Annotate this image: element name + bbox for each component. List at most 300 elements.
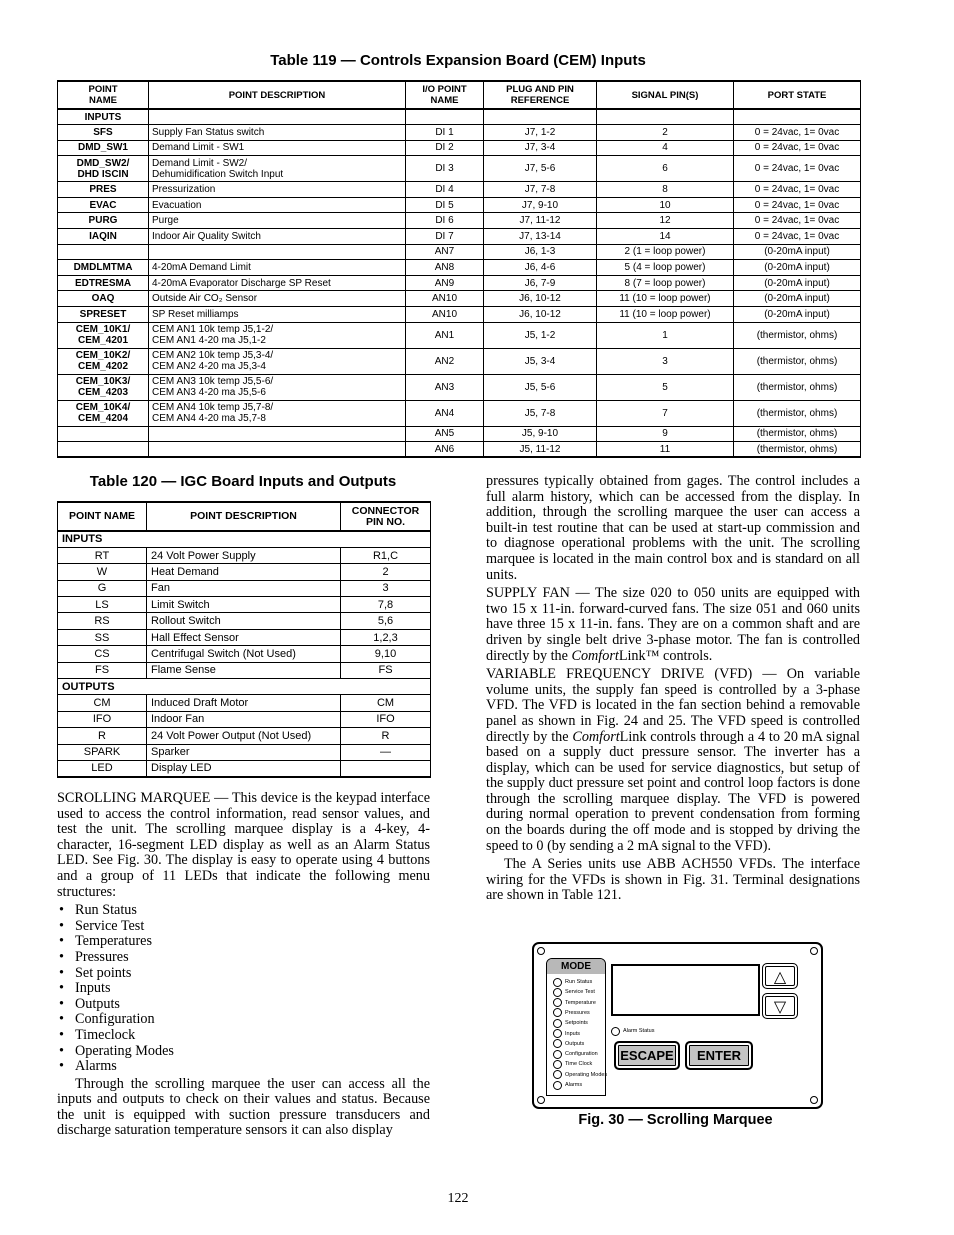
table-row xyxy=(58,229,861,245)
menu-item-label: Alarms xyxy=(75,1058,117,1075)
empty-cell xyxy=(406,109,484,125)
mode-led-row xyxy=(553,1039,584,1049)
point-name-cell: EDTRESMA xyxy=(58,275,149,291)
empty-cell xyxy=(597,109,734,125)
list-item xyxy=(57,950,430,966)
point-description-cell: 24 Volt Power Supply xyxy=(147,547,341,563)
point-description-cell: Induced Draft Motor xyxy=(147,695,341,711)
plug-pin-cell: J5, 7-8 xyxy=(484,400,597,426)
led-display-window xyxy=(611,964,760,1016)
table-row xyxy=(58,348,861,374)
io-point-cell: AN10 xyxy=(406,291,484,307)
signal-pin-cell: 2 xyxy=(597,125,734,141)
table-row xyxy=(58,646,431,662)
mode-label: MODE xyxy=(547,959,605,974)
point-name-cell: SFS xyxy=(58,125,149,141)
bullet-icon: • xyxy=(59,1058,64,1075)
port-state-cell: 0 = 24vac, 1= 0vac xyxy=(734,140,861,156)
plug-pin-cell: J6, 4-6 xyxy=(484,260,597,276)
port-state-cell: (thermistor, ohms) xyxy=(734,426,861,442)
point-name-cell: G xyxy=(58,580,147,596)
up-arrow-button[interactable] xyxy=(762,963,798,989)
mode-led-row xyxy=(553,1080,582,1090)
figure-30-caption: Fig. 30 — Scrolling Marquee xyxy=(578,1112,773,1128)
point-name-cell: RT xyxy=(58,547,147,563)
signal-pin-cell: 7 xyxy=(597,400,734,426)
io-point-cell: DI 1 xyxy=(406,125,484,141)
point-description-cell: 4-20mA Evaporator Discharge SP Reset xyxy=(149,275,406,291)
comfort-brand: Comfort xyxy=(571,647,619,664)
io-point-cell: DI 5 xyxy=(406,197,484,213)
table-row xyxy=(58,244,861,260)
bullet-icon: • xyxy=(59,1011,64,1028)
io-point-cell: AN8 xyxy=(406,260,484,276)
plug-pin-cell: J7, 3-4 xyxy=(484,140,597,156)
led-icon xyxy=(553,1060,562,1069)
point-name-cell: DMDLMTMA xyxy=(58,260,149,276)
point-name-cell: IAQIN xyxy=(58,229,149,245)
led-label: Run Status xyxy=(565,979,593,985)
scrolling-marquee-figure xyxy=(532,942,823,1109)
section-label: INPUTS xyxy=(58,109,149,125)
led-icon xyxy=(553,1008,562,1017)
list-item xyxy=(57,997,430,1013)
table-row xyxy=(58,125,861,141)
table-row xyxy=(58,140,861,156)
port-state-cell: (thermistor, ohms) xyxy=(734,322,861,348)
io-point-cell: AN7 xyxy=(406,244,484,260)
point-name-cell: RS xyxy=(58,613,147,629)
plug-pin-cell: J5, 11-12 xyxy=(484,442,597,458)
table-row xyxy=(58,744,431,760)
point-name-cell: EVAC xyxy=(58,197,149,213)
bullet-icon: • xyxy=(59,1026,64,1043)
table-row xyxy=(58,291,861,307)
point-name-cell xyxy=(58,244,149,260)
io-point-cell: AN4 xyxy=(406,400,484,426)
led-icon xyxy=(553,988,562,997)
point-description-cell: Indoor Fan xyxy=(147,711,341,727)
table-row xyxy=(58,374,861,400)
menu-item-label: Run Status xyxy=(75,902,137,919)
connector-pin-cell: 7,8 xyxy=(341,597,431,613)
connector-pin-cell: R xyxy=(341,728,431,744)
col-header-port-state: PORT STATE xyxy=(734,81,861,109)
port-state-cell: (0-20mA input) xyxy=(734,260,861,276)
port-state-cell: 0 = 24vac, 1= 0vac xyxy=(734,182,861,198)
point-description-cell: Centrifugal Switch (Not Used) xyxy=(147,646,341,662)
menu-item-label: Set points xyxy=(75,964,132,981)
table-119-title: Table 119 — Controls Expansion Board (CEM) Inputs xyxy=(270,52,646,69)
table-row xyxy=(58,662,431,678)
point-description-cell: Pressurization xyxy=(149,182,406,198)
port-state-cell: (thermistor, ohms) xyxy=(734,442,861,458)
mode-led-row xyxy=(553,1049,598,1059)
io-point-cell: DI 2 xyxy=(406,140,484,156)
point-name-cell xyxy=(58,442,149,458)
point-name-cell: CEM_10K3/ CEM_4203 xyxy=(58,374,149,400)
section-row-inputs xyxy=(58,531,431,547)
bullet-icon: • xyxy=(59,902,64,919)
plug-pin-cell: J6, 7-9 xyxy=(484,275,597,291)
led-icon xyxy=(553,998,562,1007)
led-icon xyxy=(553,1019,562,1028)
signal-pin-cell: 11 (10 = loop power) xyxy=(597,307,734,323)
connector-pin-cell: 9,10 xyxy=(341,646,431,662)
screw-icon xyxy=(810,1096,818,1104)
led-label: Pressures xyxy=(565,1009,590,1016)
list-item xyxy=(57,1044,430,1060)
point-name-cell: DMD_SW1 xyxy=(58,140,149,156)
section-row-inputs xyxy=(58,109,861,125)
signal-pin-cell: 11 xyxy=(597,442,734,458)
table-row xyxy=(58,275,861,291)
table-row xyxy=(58,580,431,596)
mode-led-row xyxy=(553,998,596,1008)
io-point-cell: DI 4 xyxy=(406,182,484,198)
plug-pin-cell: J6, 10-12 xyxy=(484,291,597,307)
plug-pin-cell: J5, 9-10 xyxy=(484,426,597,442)
io-point-cell: AN1 xyxy=(406,322,484,348)
table-row xyxy=(58,182,861,198)
list-item xyxy=(57,966,430,982)
led-label: Configuration xyxy=(565,1051,598,1058)
point-description-cell: SP Reset milliamps xyxy=(149,307,406,323)
point-name-cell: PURG xyxy=(58,213,149,229)
point-description-cell: 4-20mA Demand Limit xyxy=(149,260,406,276)
bullet-icon: • xyxy=(59,995,64,1012)
mode-led-row xyxy=(553,1029,580,1039)
led-icon xyxy=(553,1081,562,1090)
table-row xyxy=(58,760,431,776)
alarm-status-indicator xyxy=(611,1026,654,1036)
table-row xyxy=(58,442,861,458)
led-icon xyxy=(553,1029,562,1038)
table-row xyxy=(58,260,861,276)
signal-pin-cell: 10 xyxy=(597,197,734,213)
signal-pin-cell: 5 (4 = loop power) xyxy=(597,260,734,276)
port-state-cell: (thermistor, ohms) xyxy=(734,348,861,374)
mode-led-row xyxy=(553,977,592,987)
point-name-cell: CM xyxy=(58,695,147,711)
connector-pin-cell xyxy=(341,760,431,776)
point-description-cell: Purge xyxy=(149,213,406,229)
col-header-point-description: POINT DESCRIPTION xyxy=(149,81,406,109)
port-state-cell: (0-20mA input) xyxy=(734,291,861,307)
point-description-cell: 24 Volt Power Output (Not Used) xyxy=(147,728,341,744)
point-description-cell: Hall Effect Sensor xyxy=(147,629,341,645)
col-header-point-name: POINT NAME xyxy=(58,502,147,531)
table-row xyxy=(58,213,861,229)
vfd-text-end: Link controls through a 4 to 20 mA signal based on a supply duct pressure sensor. The inverter has a display, which can be used for service diagnostics, but setup of the supply duct pressure set point and control loop factors is done through the scrolling marquee display. The VFD is powered during normal operation to prevent condensation from forming on the boards during the off mode and is stopped by driving the speed to 0 (by sending a 2 mA signal to the VFD). xyxy=(486,728,860,854)
bullet-icon: • xyxy=(59,1042,64,1059)
table-119-header-row xyxy=(58,81,861,109)
led-label: Service Test xyxy=(565,989,595,996)
io-point-cell: AN3 xyxy=(406,374,484,400)
escape-button[interactable]: ESCAPE xyxy=(614,1041,680,1070)
mode-led-row xyxy=(553,1008,590,1018)
table-120-header-row xyxy=(58,502,431,531)
mode-led-row xyxy=(553,1059,592,1069)
point-name-cell: PRES xyxy=(58,182,149,198)
led-label: Operating Modes xyxy=(565,1071,608,1078)
alarm-status-led-icon xyxy=(611,1027,620,1036)
through-marquee-paragraph: Through the scrolling marquee the user can access all the inputs and outputs to check on their values and status. Because the unit is equipped with suction pressure transducers and discharge saturation temperature sensors it can also display xyxy=(57,1075,430,1139)
point-description-cell: Indoor Air Quality Switch xyxy=(149,229,406,245)
col-header-connector-pin: CONNECTOR PIN NO. xyxy=(341,502,431,531)
port-state-cell: (0-20mA input) xyxy=(734,275,861,291)
mode-led-row xyxy=(553,1070,607,1080)
port-state-cell: 0 = 24vac, 1= 0vac xyxy=(734,213,861,229)
point-description-cell xyxy=(149,442,406,458)
screw-icon xyxy=(537,1096,545,1104)
point-name-cell: CS xyxy=(58,646,147,662)
led-icon xyxy=(553,1039,562,1048)
port-state-cell: (thermistor, ohms) xyxy=(734,400,861,426)
signal-pin-cell: 11 (10 = loop power) xyxy=(597,291,734,307)
plug-pin-cell: J7, 7-8 xyxy=(484,182,597,198)
page-number: 122 xyxy=(447,1191,469,1206)
point-name-cell xyxy=(58,426,149,442)
table-row xyxy=(58,711,431,727)
table-row xyxy=(58,613,431,629)
io-point-cell: DI 6 xyxy=(406,213,484,229)
point-name-cell: LED xyxy=(58,760,147,776)
section-label: INPUTS xyxy=(58,531,431,547)
led-label: Temperature xyxy=(565,999,596,1006)
point-name-cell: SS xyxy=(58,629,147,645)
comfort-brand: Comfort xyxy=(572,728,620,745)
menu-item-label: Outputs xyxy=(75,995,120,1012)
connector-pin-cell: — xyxy=(341,744,431,760)
signal-pin-cell: 6 xyxy=(597,156,734,182)
point-description-cell: Rollout Switch xyxy=(147,613,341,629)
io-point-cell: AN10 xyxy=(406,307,484,323)
point-name-cell: R xyxy=(58,728,147,744)
port-state-cell: (0-20mA input) xyxy=(734,307,861,323)
empty-cell xyxy=(484,109,597,125)
down-arrow-button[interactable] xyxy=(762,993,798,1019)
table-row xyxy=(58,156,861,182)
screw-icon xyxy=(537,947,545,955)
table-row xyxy=(58,564,431,580)
connector-pin-cell: 1,2,3 xyxy=(341,629,431,645)
port-state-cell: 0 = 24vac, 1= 0vac xyxy=(734,156,861,182)
abb-vfd-paragraph: The A Series units use ABB ACH550 VFDs. The interface wiring for the VFDs is shown in Fig. 31. Terminal designations are shown in Table 121. xyxy=(486,856,860,904)
led-icon xyxy=(553,1050,562,1059)
point-name-cell: CEM_10K2/ CEM_4202 xyxy=(58,348,149,374)
io-point-cell: DI 3 xyxy=(406,156,484,182)
plug-pin-cell: J7, 9-10 xyxy=(484,197,597,213)
enter-button[interactable]: ENTER xyxy=(685,1041,753,1070)
signal-pin-cell: 1 xyxy=(597,322,734,348)
table-row xyxy=(58,426,861,442)
plug-pin-cell: J5, 5-6 xyxy=(484,374,597,400)
point-name-cell: IFO xyxy=(58,711,147,727)
point-name-cell: SPRESET xyxy=(58,307,149,323)
led-label: Alarms xyxy=(565,1082,583,1088)
point-description-cell: Flame Sense xyxy=(147,662,341,678)
io-point-cell: AN2 xyxy=(406,348,484,374)
list-item xyxy=(57,1059,430,1075)
table-row xyxy=(58,695,431,711)
point-description-cell: Sparker xyxy=(147,744,341,760)
plug-pin-cell: J7, 5-6 xyxy=(484,156,597,182)
supply-fan-paragraph xyxy=(486,586,860,664)
signal-pin-cell: 12 xyxy=(597,213,734,229)
led-icon xyxy=(553,1070,562,1079)
down-arrow-icon: ▽ xyxy=(773,996,787,1016)
plug-pin-cell: J6, 10-12 xyxy=(484,307,597,323)
led-label: Time Clock xyxy=(565,1061,593,1068)
table-row xyxy=(58,400,861,426)
table-119 xyxy=(57,80,861,458)
list-item xyxy=(57,903,430,919)
connector-pin-cell: CM xyxy=(341,695,431,711)
port-state-cell: (thermistor, ohms) xyxy=(734,374,861,400)
connector-pin-cell: 2 xyxy=(341,564,431,580)
signal-pin-cell: 14 xyxy=(597,229,734,245)
col-header-plug-pin: PLUG AND PIN REFERENCE xyxy=(484,81,597,109)
table-120-title: Table 120 — IGC Board Inputs and Outputs xyxy=(89,473,397,490)
signal-pin-cell: 8 (7 = loop power) xyxy=(597,275,734,291)
section-label: OUTPUTS xyxy=(58,679,431,695)
point-description-cell: CEM AN4 10k temp J5,7-8/ CEM AN4 4-20 ma J5,7-8 xyxy=(149,400,406,426)
signal-pin-cell: 8 xyxy=(597,182,734,198)
menu-item-label: Operating Modes xyxy=(75,1042,174,1059)
table-row xyxy=(58,322,861,348)
point-description-cell: Display LED xyxy=(147,760,341,776)
point-description-cell: Heat Demand xyxy=(147,564,341,580)
point-name-cell: LS xyxy=(58,597,147,613)
left-text-column xyxy=(57,791,430,1142)
table-row xyxy=(58,597,431,613)
table-row xyxy=(58,728,431,744)
bullet-icon: • xyxy=(59,964,64,981)
empty-cell xyxy=(149,109,406,125)
table-row xyxy=(58,307,861,323)
io-point-cell: DI 7 xyxy=(406,229,484,245)
menu-item-label: Temperatures xyxy=(75,933,152,950)
led-label: Outputs xyxy=(565,1040,585,1047)
led-icon xyxy=(553,978,562,987)
vfd-text: VARIABLE FREQUENCY DRIVE (VFD) — On variable volume units, the supply fan speed is controlled by a 3-phase VFD. The VFD is located in the fan section behind a removable panel as shown in Fig. 24 and 25. The VFD speed is controlled directly by the xyxy=(486,666,860,745)
point-description-cell xyxy=(149,426,406,442)
port-state-cell: 0 = 24vac, 1= 0vac xyxy=(734,125,861,141)
pressures-paragraph: pressures typically obtained from gages. The control includes a full alarm history, which can be accessed from the display. In addition, through the scrolling marquee the user can access a built-in test routine that can be used at start-up commission and to diagnose operational problems with the unit. The scrolling marquee is located in the main control box and is standard on all units. xyxy=(486,473,860,583)
point-description-cell: CEM AN1 10k temp J5,1-2/ CEM AN1 4-20 ma J5,1-2 xyxy=(149,322,406,348)
point-description-cell: Supply Fan Status switch xyxy=(149,125,406,141)
col-header-point-name: POINT NAME xyxy=(58,81,149,109)
menu-item-label: Service Test xyxy=(75,917,145,934)
point-description-cell: Limit Switch xyxy=(147,597,341,613)
menu-item-label: Configuration xyxy=(75,1011,155,1028)
io-point-cell: AN5 xyxy=(406,426,484,442)
scrolling-marquee-paragraph: SCROLLING MARQUEE — This device is the keypad interface used to access the control information, read sensor values, and test the unit. The scrolling marquee display is a 4-key, 4-character, 16-segment LED display as well as an Alarm Status LED. See Fig. 30. The display is easy to operate using 4 buttons and a group of 11 LEDs that indicate the following menu structures: xyxy=(57,790,430,900)
port-state-cell: (0-20mA input) xyxy=(734,244,861,260)
right-text-column xyxy=(486,474,860,907)
point-description-cell: Fan xyxy=(147,580,341,596)
point-description-cell: Demand Limit - SW1 xyxy=(149,140,406,156)
list-item xyxy=(57,1028,430,1044)
col-header-io-point-name: I/O POINT NAME xyxy=(406,81,484,109)
table-row xyxy=(58,547,431,563)
table-row xyxy=(58,197,861,213)
port-state-cell: 0 = 24vac, 1= 0vac xyxy=(734,229,861,245)
bullet-icon: • xyxy=(59,980,64,997)
empty-cell xyxy=(734,109,861,125)
supply-fan-text: SUPPLY FAN — The size 020 to 050 units are equipped with two 15 x 11-in. forward-curved fans. The size 051 and 060 units have three 15 x 11-in. fans. They are on a common shaft and are driven by single belt drive 3-phase motor. The fan is controlled directly by the xyxy=(486,585,860,664)
mode-led-row xyxy=(553,1018,588,1028)
menu-item-label: Pressures xyxy=(75,948,129,965)
menu-structure-list xyxy=(57,903,430,1075)
table-120 xyxy=(57,501,431,778)
point-description-cell: CEM AN3 10k temp J5,5-6/ CEM AN3 4-20 ma J5,5-6 xyxy=(149,374,406,400)
screw-icon xyxy=(810,947,818,955)
point-name-cell: DMD_SW2/ DHD ISCIN xyxy=(58,156,149,182)
io-point-cell: AN9 xyxy=(406,275,484,291)
point-description-cell xyxy=(149,244,406,260)
point-description-cell: CEM AN2 10k temp J5,3-4/ CEM AN2 4-20 ma J5,3-4 xyxy=(149,348,406,374)
signal-pin-cell: 4 xyxy=(597,140,734,156)
plug-pin-cell: J7, 1-2 xyxy=(484,125,597,141)
vfd-paragraph xyxy=(486,667,860,854)
list-item xyxy=(57,919,430,935)
signal-pin-cell: 5 xyxy=(597,374,734,400)
supply-fan-text-end: Link™ controls. xyxy=(618,647,713,664)
point-name-cell: OAQ xyxy=(58,291,149,307)
col-header-point-description: POINT DESCRIPTION xyxy=(147,502,341,531)
connector-pin-cell: R1,C xyxy=(341,547,431,563)
alarm-status-label: Alarm Status xyxy=(623,1028,655,1034)
port-state-cell: 0 = 24vac, 1= 0vac xyxy=(734,197,861,213)
connector-pin-cell: 5,6 xyxy=(341,613,431,629)
led-label: Inputs xyxy=(565,1030,580,1037)
io-point-cell: AN6 xyxy=(406,442,484,458)
point-name-cell: FS xyxy=(58,662,147,678)
signal-pin-cell: 3 xyxy=(597,348,734,374)
point-description-cell: Demand Limit - SW2/ Dehumidification Switch Input xyxy=(149,156,406,182)
plug-pin-cell: J5, 3-4 xyxy=(484,348,597,374)
list-item xyxy=(57,1012,430,1028)
plug-pin-cell: J6, 1-3 xyxy=(484,244,597,260)
led-label: Setpoints xyxy=(565,1020,588,1027)
plug-pin-cell: J5, 1-2 xyxy=(484,322,597,348)
list-item xyxy=(57,934,430,950)
signal-pin-cell: 9 xyxy=(597,426,734,442)
point-description-cell: Evacuation xyxy=(149,197,406,213)
section-row-outputs xyxy=(58,679,431,695)
connector-pin-cell: IFO xyxy=(341,711,431,727)
up-arrow-icon: △ xyxy=(773,966,787,986)
point-name-cell: W xyxy=(58,564,147,580)
menu-item-label: Timeclock xyxy=(75,1026,136,1043)
signal-pin-cell: 2 (1 = loop power) xyxy=(597,244,734,260)
list-item xyxy=(57,981,430,997)
connector-pin-cell: 3 xyxy=(341,580,431,596)
point-description-cell: Outside Air CO₂ Sensor xyxy=(149,291,406,307)
plug-pin-cell: J7, 13-14 xyxy=(484,229,597,245)
bullet-icon: • xyxy=(59,933,64,950)
col-header-signal-pins: SIGNAL PIN(S) xyxy=(597,81,734,109)
point-name-cell: SPARK xyxy=(58,744,147,760)
plug-pin-cell: J7, 11-12 xyxy=(484,213,597,229)
bullet-icon: • xyxy=(59,948,64,965)
mode-led-row xyxy=(553,987,595,997)
menu-item-label: Inputs xyxy=(75,980,111,997)
point-name-cell: CEM_10K1/ CEM_4201 xyxy=(58,322,149,348)
connector-pin-cell: FS xyxy=(341,662,431,678)
